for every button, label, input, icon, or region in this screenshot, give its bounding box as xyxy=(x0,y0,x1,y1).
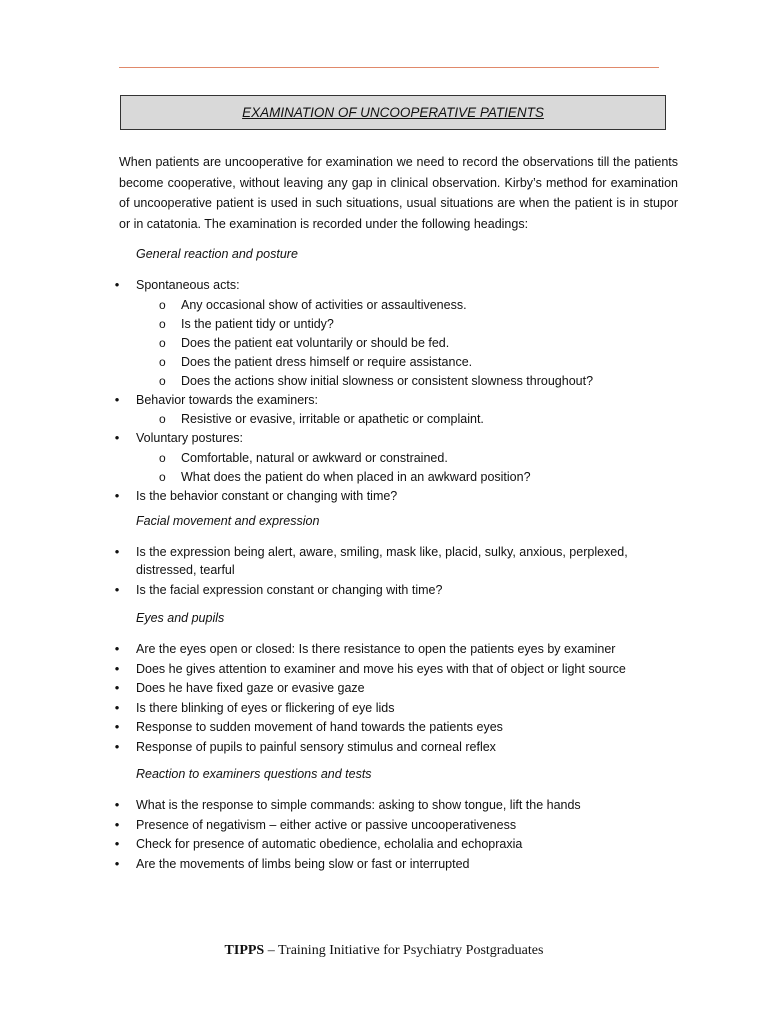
bullet-icon: • xyxy=(114,797,120,812)
intro-paragraph: When patients are uncooperative for examination we need to record the observations till the patients become cooperative, without leaving any gap in clinical observation. Kirby’s method for examination of uncooperative patient is used in such situations, usual situations are when the patient is in stupor or in catatonia. The examination is recorded under the following headings: xyxy=(119,155,678,231)
sub-list-item-text: Any occasional show of activities or assaultiveness. xyxy=(181,297,467,312)
list-item xyxy=(114,796,656,814)
list-item-text: Is the behavior constant or changing with time? xyxy=(136,488,398,503)
sub-list-item-text: Does the patient eat voluntarily or should be fed. xyxy=(181,335,450,350)
list-item-text: Is the expression being alert, aware, smiling, mask like, placid, sulky, anxious, perplexed, distressed, tearful xyxy=(136,545,628,577)
bullet-icon: • xyxy=(114,430,120,445)
list-item xyxy=(114,679,656,697)
bullet-icon: • xyxy=(114,816,120,832)
list-item xyxy=(114,660,656,678)
sub-bullet-icon: o xyxy=(159,373,166,388)
sub-list-item xyxy=(159,449,448,467)
bullet-icon: • xyxy=(114,641,120,656)
sub-list-item-text: Is the patient tidy or untidy? xyxy=(181,316,334,331)
section-heading: Reaction to examiners questions and tests xyxy=(136,767,372,781)
bullet-icon: • xyxy=(114,581,120,597)
sub-bullet-icon: o xyxy=(159,354,166,369)
list-item-text: Does he have fixed gaze or evasive gaze xyxy=(136,681,365,695)
sub-list-item xyxy=(159,334,450,352)
list-item xyxy=(114,391,656,409)
bullet-icon: • xyxy=(114,660,120,676)
section-heading: General reaction and posture xyxy=(136,247,298,261)
list-item-text: Behavior towards the examiners: xyxy=(136,392,319,407)
bullet-icon: • xyxy=(114,738,120,754)
sub-list-item xyxy=(159,353,473,371)
header-rule xyxy=(119,67,659,68)
bullet-icon: • xyxy=(114,277,120,292)
title-box xyxy=(120,95,666,130)
sub-list-item xyxy=(159,315,334,333)
list-item-text: Response of pupils to painful sensory stimulus and corneal reflex xyxy=(136,739,496,754)
bullet-icon: • xyxy=(114,391,120,407)
list-item xyxy=(114,640,656,658)
list-item xyxy=(114,487,656,505)
sub-bullet-icon: o xyxy=(159,297,166,312)
footer-brand: TIPPS xyxy=(224,943,265,958)
section-heading: Eyes and pupils xyxy=(136,611,225,625)
sub-list-item xyxy=(159,296,467,314)
list-item xyxy=(114,276,656,294)
footer-separator: – xyxy=(264,943,278,958)
bullet-icon: • xyxy=(114,719,120,734)
sub-list-item-text: Does the actions show initial slowness or consistent slowness throughout? xyxy=(181,373,594,388)
bullet-icon: • xyxy=(114,487,120,503)
list-item xyxy=(114,429,656,447)
bullet-icon: • xyxy=(114,680,120,695)
footer-text: Training Initiative for Psychiatry Postgraduates xyxy=(277,943,544,958)
list-item-text: Presence of negativism – either active or passive uncooperativeness xyxy=(136,817,517,832)
list-item-text: Is the facial expression constant or changing with time? xyxy=(136,582,443,597)
section-heading: Facial movement and expression xyxy=(136,514,320,528)
sub-list-item-text: Resistive or evasive, irritable or apathetic or complaint. xyxy=(181,412,484,426)
list-item xyxy=(114,718,656,736)
sub-list-item-text: Comfortable, natural or awkward or constrained. xyxy=(181,450,448,465)
sub-bullet-icon: o xyxy=(159,450,166,465)
list-item-text: Spontaneous acts: xyxy=(136,278,240,292)
list-item-text: Are the movements of limbs being slow or fast or interrupted xyxy=(136,856,470,871)
list-item-text: Does he gives attention to examiner and move his eyes with that of object or light source xyxy=(136,661,626,676)
list-item-text: Voluntary postures: xyxy=(136,431,244,445)
sub-bullet-icon: o xyxy=(159,469,166,484)
sub-list-item xyxy=(159,468,531,486)
sub-list-item xyxy=(159,410,484,428)
list-item-text: Check for presence of automatic obedience, echolalia and echopraxia xyxy=(136,837,523,851)
sub-bullet-icon: o xyxy=(159,316,166,331)
bullet-icon: • xyxy=(114,699,120,715)
list-item-text: Are the eyes open or closed: Is there resistance to open the patients eyes by examiner xyxy=(136,642,616,656)
list-item xyxy=(114,581,656,599)
list-item xyxy=(114,543,656,579)
sub-list-item-text: Does the patient dress himself or require assistance. xyxy=(181,354,473,369)
list-item xyxy=(114,835,656,853)
sub-bullet-icon: o xyxy=(159,412,166,426)
list-item xyxy=(114,699,656,717)
list-item-text: Is there blinking of eyes or flickering of eye lids xyxy=(136,700,395,715)
sub-list-item xyxy=(159,372,594,390)
sub-bullet-icon: o xyxy=(159,335,166,350)
bullet-icon: • xyxy=(114,544,120,559)
bullet-icon: • xyxy=(114,855,120,871)
bullet-icon: • xyxy=(114,836,120,851)
list-item xyxy=(114,816,656,834)
list-item-text: What is the response to simple commands: asking to show tongue, lift the hands xyxy=(136,798,581,812)
list-item xyxy=(114,855,656,873)
list-item xyxy=(114,738,656,756)
page-title: EXAMINATION OF UNCOOPERATIVE PATIENTS xyxy=(242,105,544,120)
footer xyxy=(0,943,768,959)
sub-list-item-text: What does the patient do when placed in an awkward position? xyxy=(181,469,531,484)
list-item-text: Response to sudden movement of hand towards the patients eyes xyxy=(136,720,503,734)
